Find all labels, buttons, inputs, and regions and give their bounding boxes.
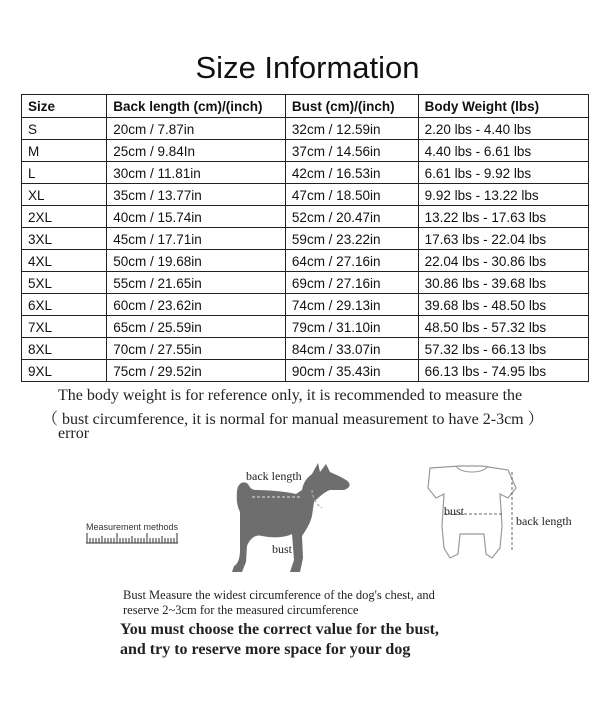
back-length-cell: 30cm / 11.81in [107,162,286,184]
back-length-cell: 25cm / 9.84In [107,140,286,162]
bust-cell: 32cm / 12.59in [285,118,418,140]
table-row [22,360,589,382]
size-cell: 3XL [22,228,107,250]
table-row [22,272,589,294]
table-row [22,140,589,162]
size-cell: 7XL [22,316,107,338]
bust-cell: 52cm / 20.47in [285,206,418,228]
weight-cell: 39.68 lbs - 48.50 lbs [418,294,588,316]
back-length-cell: 75cm / 29.52in [107,360,286,382]
note-line-3: error [58,425,90,442]
header-size: Size [22,95,107,118]
header-bust: Bust (cm)/(inch) [285,95,418,118]
table-row [22,316,589,338]
weight-cell: 13.22 lbs - 17.63 lbs [418,206,588,228]
table-header-row [22,95,589,118]
size-cell: 2XL [22,206,107,228]
ruler-graphic [86,522,179,543]
shirt-outline [428,466,572,558]
weight-cell: 2.20 lbs - 4.40 lbs [418,118,588,140]
table-row [22,228,589,250]
bust-cell: 69cm / 27.16in [285,272,418,294]
measurement-methods-label: Measurement methods [86,522,179,532]
table-row [22,338,589,360]
dog-back-length-label: back length [246,469,302,483]
bust-cell: 64cm / 27.16in [285,250,418,272]
bust-cell: 59cm / 23.22in [285,228,418,250]
note-line-2: （ bust circumference, it is normal for manual measurement to have 2-3cm ） [42,411,544,428]
bust-measure-caption-2: reserve 2~3cm for the measured circumference [123,603,359,617]
back-length-cell: 35cm / 13.77in [107,184,286,206]
warning-line-2: and try to reserve more space for your dog [120,641,411,658]
back-length-cell: 40cm / 15.74in [107,206,286,228]
size-cell: XL [22,184,107,206]
bust-cell: 90cm / 35.43in [285,360,418,382]
bust-cell: 84cm / 33.07in [285,338,418,360]
size-cell: S [22,118,107,140]
back-length-cell: 45cm / 17.71in [107,228,286,250]
table-row [22,250,589,272]
measurement-diagram [0,450,615,590]
ruler-ticks [87,533,177,543]
table-row [22,162,589,184]
back-length-cell: 50cm / 19.68in [107,250,286,272]
header-back-length: Back length (cm)/(inch) [107,95,286,118]
size-cell: 6XL [22,294,107,316]
table-row [22,184,589,206]
note-line-1: The body weight is for reference only, it is recommended to measure the [58,387,523,404]
table-row [22,118,589,140]
shirt-bust-label: bust [444,504,465,518]
back-length-cell: 70cm / 27.55in [107,338,286,360]
bust-cell: 74cm / 29.13in [285,294,418,316]
size-cell: 4XL [22,250,107,272]
weight-cell: 48.50 lbs - 57.32 lbs [418,316,588,338]
page-title: Size Information [195,50,420,85]
weight-cell: 57.32 lbs - 66.13 lbs [418,338,588,360]
table-row [22,206,589,228]
size-cell: M [22,140,107,162]
bust-cell: 79cm / 31.10in [285,316,418,338]
table-row [22,294,589,316]
size-cell: L [22,162,107,184]
back-length-cell: 60cm / 23.62in [107,294,286,316]
size-table [21,94,589,382]
back-length-cell: 65cm / 25.59in [107,316,286,338]
back-length-cell: 55cm / 21.65in [107,272,286,294]
weight-cell: 17.63 lbs - 22.04 lbs [418,228,588,250]
bust-cell: 42cm / 16.53in [285,162,418,184]
shirt-back-length-label: back length [516,514,572,528]
table-body [22,118,589,382]
shirt-body-shape [428,466,516,558]
weight-cell: 9.92 lbs - 13.22 lbs [418,184,588,206]
size-cell: 5XL [22,272,107,294]
bust-cell: 37cm / 14.56in [285,140,418,162]
weight-cell: 6.61 lbs - 9.92 lbs [418,162,588,184]
size-cell: 9XL [22,360,107,382]
size-cell: 8XL [22,338,107,360]
weight-cell: 66.13 lbs - 74.95 lbs [418,360,588,382]
bust-measure-caption-1: Bust Measure the widest circumference of the dog's chest, and [123,588,435,602]
dog-bust-label: bust [272,542,293,556]
weight-cell: 4.40 lbs - 6.61 lbs [418,140,588,162]
dog-silhouette [232,463,350,572]
weight-cell: 30.86 lbs - 39.68 lbs [418,272,588,294]
warning-line-1: You must choose the correct value for the bust, [120,621,439,638]
weight-cell: 22.04 lbs - 30.86 lbs [418,250,588,272]
header-body-weight: Body Weight (lbs) [418,95,588,118]
back-length-cell: 20cm / 7.87in [107,118,286,140]
bust-cell: 47cm / 18.50in [285,184,418,206]
